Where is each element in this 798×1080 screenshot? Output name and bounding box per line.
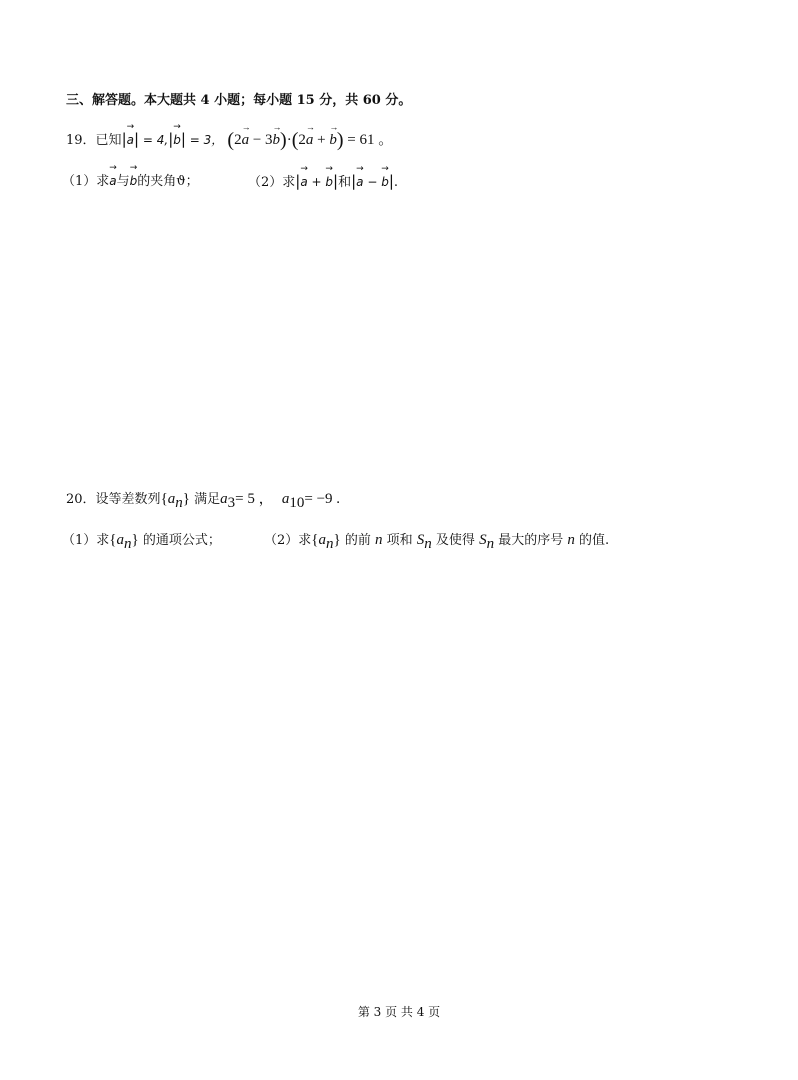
page-number-text: 第 3 页 共 4 页 <box>357 1005 441 1019</box>
abs-b-left: | <box>168 130 174 148</box>
vector-b: → b <box>173 131 181 149</box>
vector-a: → a <box>127 131 134 149</box>
cond1-value: = 4, <box>139 133 169 147</box>
question-19-part-1 <box>62 172 199 191</box>
part-1-mid: 与 <box>116 174 130 189</box>
question-20-number: 20． <box>66 492 96 507</box>
part-2-mid3: 及使得 <box>435 533 475 548</box>
abs-b-right: | <box>180 130 186 148</box>
page-footer <box>0 1003 798 1020</box>
dot-product-value: = 61 。 <box>347 132 394 148</box>
part-1-suffix: 的通项公式； <box>142 533 221 548</box>
abs-a-left: | <box>121 130 127 148</box>
part-2-mid: 和 <box>338 175 352 190</box>
part-2-mid2: 项和 <box>386 533 413 548</box>
question-19-stem <box>66 130 393 150</box>
stem-text-b: 满足 <box>194 492 221 507</box>
vector-a: → a <box>300 173 307 191</box>
part-2-prefix: （2）求 <box>248 175 296 190</box>
question-20-stem: 20．设等差数列$\{a_n\}$ 满足$a_3= 5$ ， $a_{10}= -9$ . <box>66 491 341 511</box>
abs-a-right: | <box>133 130 140 148</box>
question-20-part-1: （1）求$\{a_n\}$ 的通项公式； <box>62 532 221 552</box>
question-20-part-2: （2）求$\{a_n\}$ 的前 n 项和 $S_n$ 及使得 $S_n$ 最大的序号 n 的值. <box>264 532 610 552</box>
dot-product-expression: (2→ a − 3→ b)·(2→ a + → b) <box>227 132 347 148</box>
section-heading-text: 三、解答题。本大题共 4 小题；每小题 15 分，共 60 分。 <box>66 93 412 108</box>
part-2-suffix: 的值. <box>579 533 610 548</box>
question-19-given: 已知 <box>95 133 122 148</box>
question-19-part-2: （2）求|→ a + → b|和|→ a − → b|. <box>248 172 398 192</box>
a10-value: = −9 . <box>304 491 341 507</box>
cond2-value: = 3， <box>185 133 224 147</box>
part-1-prefix: （1）求 <box>62 174 110 189</box>
vector-a: → a <box>109 172 116 190</box>
question-19-number: 19． <box>66 133 96 148</box>
stem-text-a: 设等差数列 <box>95 492 161 507</box>
vector-b: → b <box>381 173 389 191</box>
part-2-prefix: （2）求 <box>264 533 312 548</box>
part-1-prefix: （1）求 <box>62 533 110 548</box>
part-2-mid1: 的前 <box>344 533 371 548</box>
vector-b: → b <box>325 173 333 191</box>
part-1-suffix: 的夹角ϑ； <box>137 174 199 189</box>
vector-b: → b <box>130 172 138 190</box>
vector-a: → a <box>356 173 363 191</box>
a3-value: = 5 ， <box>235 491 274 507</box>
section-heading <box>66 92 411 110</box>
part-2-suffix: . <box>393 175 399 190</box>
part-2-mid4: 最大的序号 <box>498 533 564 548</box>
